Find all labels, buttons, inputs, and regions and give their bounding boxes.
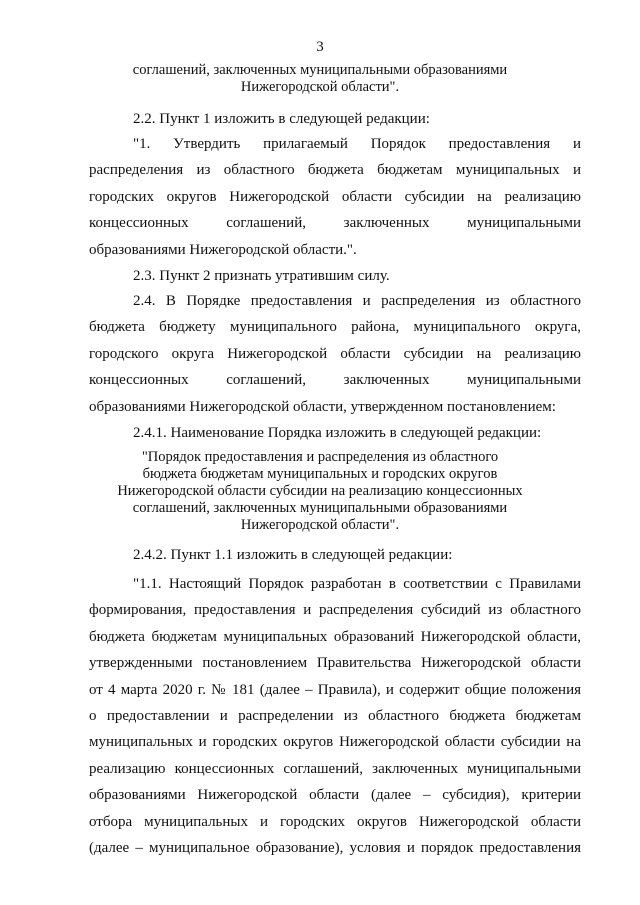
paragraph-line: "1. Утвердить прилагаемый Порядок предоставления и: [133, 136, 581, 152]
paragraph-line: реализацию концессионных соглашений, заключенных муниципальными: [89, 760, 581, 777]
paragraph-line: о предоставлении и распределении из областного бюджета бюджетам: [89, 707, 581, 724]
order-title-line-5: Нижегородской области".: [240, 517, 400, 533]
order-title-line-1: "Порядок предоставления и распределения из областного: [141, 449, 499, 465]
paragraph-2-4-2: 2.4.2. Пункт 1.1 изложить в следующей редакции:: [133, 547, 453, 563]
paragraph-line: образованиями Нижегородской области (далее – субсидия), критерии: [89, 787, 581, 804]
paragraph-2-2: 2.2. Пункт 1 изложить в следующей редакции:: [133, 111, 430, 127]
paragraph-line: бюджета бюджетам муниципальных образований Нижегородской области,: [89, 628, 581, 645]
paragraph-line: отбора муниципальных и городских округов Нижегородской области: [89, 813, 581, 830]
paragraph-item-1-1: [89, 571, 581, 861]
paragraph-line: образованиями Нижегородской области.".: [89, 241, 357, 258]
paragraph-line: городского округа Нижегородской области субсидии на реализацию: [89, 345, 581, 362]
paragraph-line: образованиями Нижегородской области, утвержденном постановлением:: [89, 398, 556, 415]
paragraph-2-4: [89, 288, 581, 420]
page-number: 3: [316, 39, 324, 55]
paragraph-line: распределения из областного бюджета бюджетам муниципальных и: [89, 162, 581, 179]
paragraph-2-3: 2.3. Пункт 2 признать утратившим силу.: [133, 268, 390, 284]
paragraph-item-1: [89, 131, 581, 263]
intro-line-2: Нижегородской области".: [240, 79, 400, 95]
paragraph-line: городских округов Нижегородской области субсидии на реализацию: [89, 188, 581, 205]
paragraph-line: бюджета бюджету муниципального района, муниципального округа,: [89, 319, 581, 336]
paragraph-line: формирования, предоставления и распределения субсидий из областного: [89, 602, 581, 619]
paragraph-line: (далее – муниципальное образование), условия и порядок предоставления: [89, 839, 581, 856]
paragraph-2-4-1: 2.4.1. Наименование Порядка изложить в следующей редакции:: [133, 425, 542, 441]
order-title-line-3: Нижегородской области субсидии на реализацию концессионных: [117, 483, 523, 499]
order-title-line-4: соглашений, заключенных муниципальными образованиями: [132, 500, 508, 516]
paragraph-line: концессионных соглашений, заключенных муниципальными: [89, 215, 581, 232]
paragraph-line: концессионных соглашений, заключенных муниципальными: [89, 372, 581, 389]
order-title-line-2: бюджета бюджетам муниципальных и городских округов: [142, 466, 498, 482]
intro-line-1: соглашений, заключенных муниципальными образованиями: [132, 62, 508, 78]
paragraph-line: утвержденными постановлением Правительства Нижегородской области: [89, 655, 581, 672]
paragraph-line: "1.1. Настоящий Порядок разработан в соответствии с Правилами: [133, 576, 581, 592]
paragraph-line: 2.4. В Порядке предоставления и распределения из областного: [133, 293, 581, 309]
paragraph-line: муниципальных и городских округов Нижегородской области субсидии на: [89, 734, 581, 751]
paragraph-line: от 4 марта 2020 г. № 181 (далее – Правила), и содержит общие положения: [89, 681, 581, 698]
